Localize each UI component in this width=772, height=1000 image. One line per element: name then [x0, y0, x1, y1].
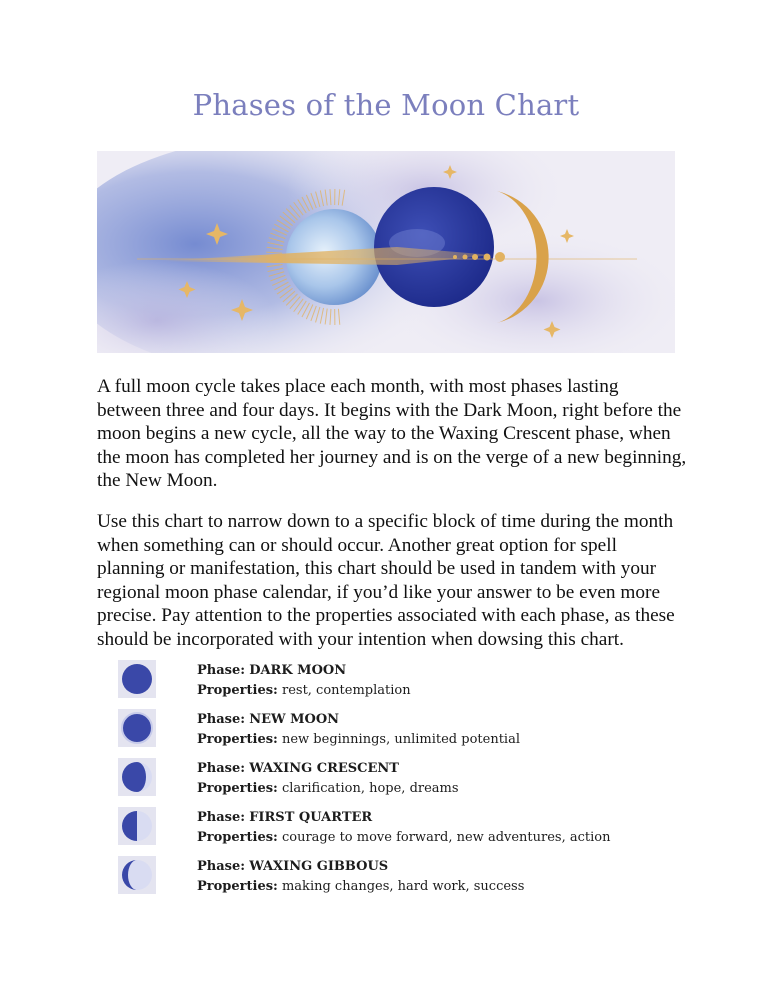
phase-item-waxing-gibbous	[118, 854, 678, 903]
phase-name: FIRST QUARTER	[249, 810, 373, 825]
moon-banner-image	[97, 151, 675, 353]
properties-label: Properties:	[197, 732, 278, 747]
phase-item-new-moon	[118, 707, 678, 756]
new-moon-icon	[118, 709, 156, 747]
phase-item-waxing-crescent	[118, 756, 678, 805]
properties-label: Properties:	[197, 830, 278, 845]
phase-item-dark-moon	[118, 658, 678, 707]
phase-label: Phase:	[197, 712, 246, 727]
phase-properties: new beginnings, unlimited potential	[281, 732, 520, 747]
first-quarter-icon	[118, 807, 156, 845]
page-title: Phases of the Moon Chart	[192, 88, 580, 122]
phase-item-first-quarter	[118, 805, 678, 854]
phase-label: Phase:	[197, 761, 246, 776]
dark-moon-icon	[118, 660, 156, 698]
phase-name: DARK MOON	[249, 663, 347, 678]
phase-name: NEW MOON	[249, 712, 340, 727]
usage-paragraph: Use this chart to narrow down to a specific block of time during the month when something can or should occur. Another great option for spell planning or manifestation, this chart should be used in tandem with your regional moon phase calendar, if you’d like your answer to be even more precise. Pay attention to the properties associated with each phase, as these should be incorporated with your intention when dowsing this chart.	[97, 511, 675, 650]
properties-label: Properties:	[197, 683, 278, 698]
phase-properties: rest, contemplation	[281, 683, 411, 698]
phase-properties: courage to move forward, new adventures, action	[281, 830, 611, 845]
phase-list	[118, 658, 678, 903]
properties-label: Properties:	[197, 781, 278, 796]
phase-name: WAXING GIBBOUS	[249, 859, 389, 874]
phase-name: WAXING CRESCENT	[249, 761, 399, 776]
phase-label: Phase:	[197, 663, 246, 678]
waxing-crescent-icon	[118, 758, 156, 796]
properties-label: Properties:	[197, 879, 278, 894]
phase-label: Phase:	[197, 859, 246, 874]
intro-paragraph: A full moon cycle takes place each month, with most phases lasting between three and four days. It begins with the Dark Moon, right before the moon begins a new cycle, all the way to the Waxing Crescent phase, when the moon has completed her journey and is on the verge of a new beginning, the New Moon.	[97, 376, 687, 491]
phase-label: Phase:	[197, 810, 246, 825]
waxing-gibbous-icon	[118, 856, 156, 894]
phase-properties: clarification, hope, dreams	[281, 781, 459, 796]
phase-properties: making changes, hard work, success	[281, 879, 525, 894]
